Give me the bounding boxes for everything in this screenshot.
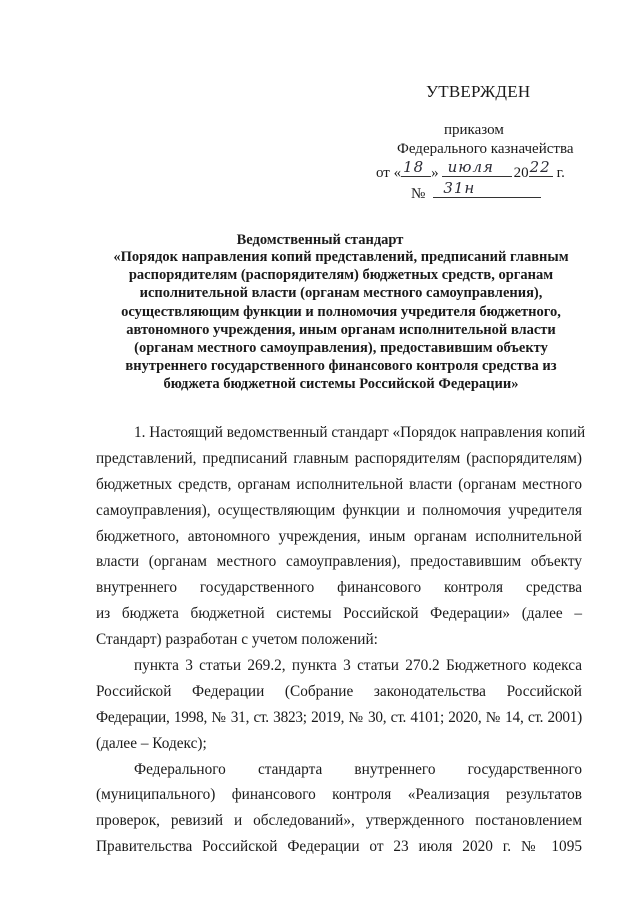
- body-line: Федерального стандарта внутреннего государственного: [134, 760, 582, 778]
- approval-stamp-title: УТВЕРЖДЕН: [426, 82, 531, 101]
- body-line: Федерации, 1998, № 31, ст. 3823; 2019, № 30, ст. 4101; 2020, № 14, ст. 2001): [96, 708, 582, 726]
- date-day-field: [401, 159, 431, 177]
- date-year-field: [529, 159, 553, 177]
- order-date-line: [376, 159, 565, 181]
- subtitle-line: распорядителям (распорядителям) бюджетных средств, органам: [128, 267, 554, 284]
- number-handwritten: 31н: [443, 179, 476, 197]
- body-line: пункта 3 статьи 269.2, пункта 3 статьи 270.2 Бюджетного кодекса: [134, 657, 582, 675]
- date-day-handwritten: 18: [403, 158, 425, 176]
- order-word: приказом: [444, 122, 504, 138]
- standard-title: Ведомственный стандарт: [236, 232, 404, 248]
- issuer-name: Федерального казначейства: [397, 141, 574, 157]
- subtitle-line: внутреннего государственного финансового контроля средства из: [125, 358, 557, 375]
- subtitle-line: бюджета бюджетной системы Российской Федерации»: [163, 376, 519, 393]
- body-line: из бюджета бюджетной системы Российской Федерации» (далее –: [96, 605, 582, 623]
- document-body: [96, 420, 586, 860]
- date-month-handwritten: июля: [447, 158, 494, 176]
- order-number-line: [411, 180, 541, 202]
- body-line: бюджетных средств, органам исполнительной власти (органам местного: [96, 475, 582, 493]
- body-line: (далее – Кодекс);: [96, 734, 207, 752]
- body-line: бюджетного, автономного учреждения, иным органам исполнительной: [96, 527, 582, 545]
- body-line: (муниципального) финансового контроля «Реализация результатов: [96, 786, 582, 804]
- body-line: Правительства Российской Федерации от 23 июля 2020 г. № 1095: [96, 838, 582, 856]
- number-label: №: [411, 186, 426, 202]
- subtitle-line: (органам местного самоуправления), предоставившим объекту: [134, 340, 548, 357]
- date-suffix: г.: [556, 165, 565, 181]
- body-line: Российской Федерации (Собрание законодательства Российской: [96, 682, 582, 700]
- date-month-field: [442, 159, 512, 177]
- body-line: представлений, предписаний главным распорядителям (распорядителям): [96, 449, 582, 467]
- number-field: [433, 180, 541, 198]
- date-year-prefix: 20: [513, 165, 529, 181]
- date-prefix: от «: [376, 165, 402, 181]
- body-line: власти (органам местного самоуправления), предоставившим объекту: [96, 553, 582, 571]
- body-line: самоуправления), осуществляющим функции и полномочия учредителя: [96, 501, 582, 519]
- date-year-handwritten: 22: [529, 158, 551, 176]
- body-line: внутреннего государственного финансового контроля средства: [96, 579, 582, 597]
- subtitle-line: «Порядок направления копий представлений, предписаний главным: [113, 249, 569, 265]
- subtitle-line: осуществляющим функции и полномочия учредителя бюджетного,: [121, 303, 561, 320]
- body-line: Стандарт) разработан с учетом положений:: [96, 631, 378, 649]
- body-line: 1. Настоящий ведомственный стандарт «Порядок направления копий: [134, 424, 586, 441]
- body-line: проверок, ревизий и обследований», утвержденного постановлением: [96, 812, 582, 830]
- standard-subtitle: [96, 248, 586, 394]
- subtitle-line: исполнительной власти (органам местного самоуправления),: [139, 285, 543, 302]
- date-quote-close: »: [431, 165, 439, 181]
- subtitle-line: автономного учреждения, иным органам исполнительной власти: [126, 321, 556, 338]
